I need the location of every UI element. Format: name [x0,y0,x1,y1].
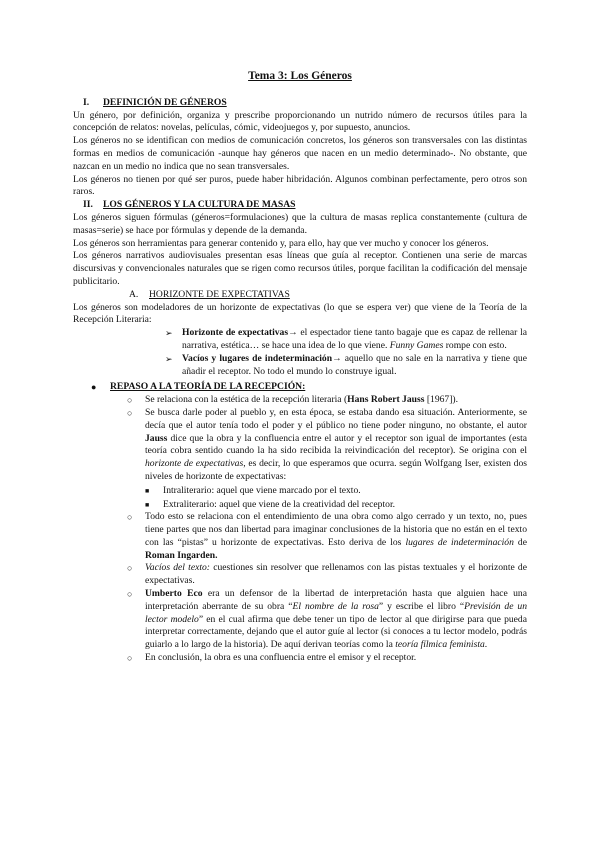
circle-bullet-icon: ○ [127,512,133,523]
circle-bullet-icon: ○ [127,407,133,418]
author-name: Hans Robert Jauss [347,394,425,406]
emphasis: teoría fílmica feminista [395,639,485,651]
item-text: ” y escribe el libro “ [378,600,465,612]
document-page [73,70,527,665]
list-item [127,652,527,665]
list-item [145,499,527,512]
list-item [165,327,527,353]
list-item [145,485,527,498]
list-item [127,407,527,484]
subsection-letter: A. [129,288,139,300]
item-text: aquello que no sale en la narrativa y tiene que añadir el receptor. No todo el mundo lo construye igual. [182,352,527,377]
item-text: En conclusión, la obra es una confluencia entre el emisor y el receptor. [145,652,417,664]
item-text: ” en el cual afirma que debe tener un tipo de lector al que dirigirse para que pueda interpretar correctamente, dejando que el autor guíe al lector (si conoces a tu lector modelo, podrás guiarlo a lo largo de la historia). De aquí derivan teorías como la [145,613,527,651]
section-title: DEFINICIÓN DE GÉNEROS [103,96,227,108]
item-text: de [513,536,527,548]
subsection-heading-horizonte [129,289,527,302]
list-item [91,381,527,394]
item-text: dice que la obra y la confluencia entre el autor y el receptor son igual de importantes (esta teoría cobra sentido cuando la ha sido recibida la reivindicación del receptor). Se origina con el [145,432,527,457]
paragraph: Los géneros no se identifican con medios de comunicación concretos, los géneros son transversales con las distintas formas en medios de comunicación -aunque hay géneros que nacen en un medio determinado-. No obstante, que nazcan en un medio no indica que no sean transversales. [73,135,527,172]
emphasis: horizonte de expectativas [145,458,244,470]
section-number: II. [83,199,93,211]
circle-bullet-icon: ○ [127,563,133,574]
list-item [127,394,527,407]
author-name: Jauss [145,432,168,444]
item-text-tail: rompe con esto. [443,339,507,351]
author-name: Umberto Eco [145,588,203,600]
circle-bullet-icon: ○ [127,395,133,406]
list-item [165,353,527,379]
book-title: Previsión de un lector modelo [145,600,528,625]
circle-bullet-icon: ○ [127,653,133,664]
circle-bullet-icon: ○ [127,589,133,600]
item-text: [1967]). [424,394,459,406]
section-heading-cultura-masas [73,199,527,212]
emphasis: Vacíos del texto: [145,562,210,574]
item-text: Extraliterario: aquel que viene de la creatividad del receptor. [163,498,396,510]
arrow-icon: → [288,327,298,339]
arrow-bullet-icon: ➢ [165,328,173,339]
item-text: Se busca darle poder al pueblo y, en esta época, se estaba dando esa situación. Anteriormente, se decía que el autor tenía todo el poder y el público no tiene poder ninguno, no obstante, el autor [145,406,527,431]
item-text: , es decir, lo que esperamos que ocurra. según Wolfgang Iser, existen dos niveles de horizonte de expectativas: [145,458,527,482]
item-text: Intraliterario: aquel que viene marcado por el texto. [163,484,361,496]
arrow-icon: → [332,352,342,364]
section-number: I. [83,96,90,108]
bullet-heading: REPASO A LA TEORÍA DE LA RECEPCIÓN: [110,381,306,393]
book-title: El nombre de la rosa [292,600,379,612]
section-heading-definicion [73,97,527,110]
paragraph: Un género, por definición, organiza y prescribe proporcionando un nutrido número de recursos útiles para la concepción de relatos: novelas, películas, cómic, videojuegos y, por supuesto, anuncios. [73,109,527,134]
paragraph: Los géneros son herramientas para generar contenido y, para ello, hay que ver mucho y conocer los géneros. [73,237,489,249]
disc-bullet-icon: ● [91,382,97,393]
item-text: Se relaciona con la estética de la recepción literaria ( [145,394,348,406]
item-text: cuestiones sin resolver que rellenamos con las pistas textuales y el horizonte de expectativas. [145,562,527,587]
subsection-title: HORIZONTE DE EXPECTATIVAS [149,288,290,300]
item-text: . [484,639,488,651]
section-title: LOS GÉNEROS Y LA CULTURA DE MASAS [103,199,296,211]
paragraph: Los géneros son modeladores de un horizonte de expectativas (lo que se espera ver) que viene de la Teoría de la Recepción Literaria: [73,301,527,326]
paragraph: Los géneros siguen fórmulas (géneros=formulaciones) que la cultura de masas replica constantemente (cultura de masas=serie) se hace por fórmulas y depende de la demanda. [73,211,527,236]
term: Horizonte de expectativas [182,327,289,339]
arrow-bullet-icon: ➢ [165,353,173,364]
list-item [127,511,527,562]
square-bullet-icon: ■ [145,486,150,495]
item-text: era un defensor de la libertad de interpretación hasta que alguien hace una interpretación aberrante de su obra “ [145,588,527,612]
item-text: el espectador tiene tanto bagaje que es capaz de rellenar la narrativa, estética… se hace una idea de lo que viene. [182,327,527,351]
term: Vacíos y lugares de indeterminación [182,352,333,364]
emphasis: lugares de indeterminación [405,536,514,548]
item-text: Todo esto se relaciona con el entendimiento de una obra como algo cerrado y un texto, no, pues tiene partes que nos dan libertad para imaginar conclusiones de la historia que no están en el texto con las “pistas” u horizonte de expectativas. Esto deriva de los [145,511,527,548]
list-item [127,588,527,652]
list-item [127,562,527,588]
author-name: Roman Ingarden. [145,549,218,561]
film-title: Funny Games [389,339,444,351]
paragraph: Los géneros no tienen por qué ser puros, puede haber hibridación. Algunos combinan perfectamente, pero otros son raros. [73,173,527,198]
page-title: Tema 3: Los Géneros [248,70,352,82]
paragraph: Los géneros narrativos audiovisuales presentan esas líneas que guía al receptor. Contienen una serie de marcas discursivas y convencionales naturales que se rigen como recursos útiles, porque facilitan la codificación del mensaje publicitario. [73,250,527,287]
square-bullet-icon: ■ [145,500,150,509]
